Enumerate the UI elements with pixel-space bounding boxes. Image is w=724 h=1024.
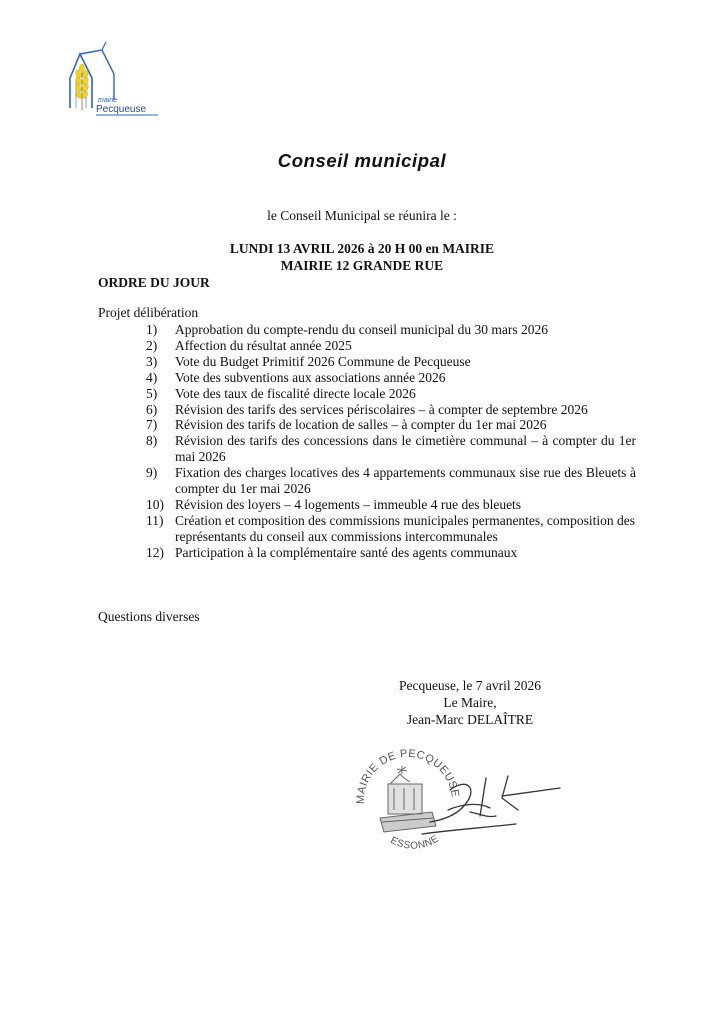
agenda-item-number: 1): [146, 322, 158, 337]
agenda-item-number: 11): [146, 512, 164, 528]
agenda-item-text: Création et composition des commissions municipales permanentes, composition des représentants du conseil aux commissions intercommunales: [175, 512, 636, 544]
logo-label-mairie: mairie: [98, 97, 118, 104]
agenda-item-text: Vote des subventions aux associations année 2026: [175, 369, 446, 385]
agenda-item: [146, 545, 636, 561]
svg-text:MAIRIE DE PECQUEUSE: MAIRIE DE PECQUEUSE: [354, 747, 462, 805]
signature-block: [370, 677, 570, 728]
agenda-item: [146, 322, 636, 338]
agenda-item-text: Approbation du compte-rendu du conseil municipal du 30 mars 2026: [175, 322, 549, 337]
agenda-item: [146, 497, 636, 513]
agenda-item-text: Révision des tarifs des services périscolaires – à compter de septembre 2026: [175, 401, 588, 417]
agenda-item-text: Vote des taux de fiscalité directe locale 2026: [175, 385, 416, 401]
agenda-item: [146, 338, 636, 354]
agenda-item: [146, 433, 636, 465]
meeting-details: [0, 240, 724, 274]
signature-name: Jean-Marc DELAÎTRE: [406, 712, 534, 727]
agenda-item: [146, 402, 636, 418]
mairie-logo: [62, 38, 162, 123]
agenda-item: [146, 354, 636, 370]
agenda-item-number: 5): [146, 385, 158, 401]
agenda-item-text: Fixation des charges locatives des 4 appartements communaux sise rue des Bleuets à compter du 1er mai 2026: [175, 465, 636, 497]
signature-role: Le Maire,: [443, 695, 497, 710]
agenda-item-number: 6): [146, 401, 158, 417]
official-stamp-and-signature: [350, 738, 580, 853]
agenda-item-number: 9): [146, 465, 158, 481]
agenda-item-number: 4): [146, 369, 158, 385]
agenda-item-text: Affection du résultat année 2025: [175, 337, 352, 353]
agenda-heading: ORDRE DU JOUR: [98, 275, 210, 290]
agenda-item-number: 2): [146, 337, 158, 353]
agenda-item: [146, 370, 636, 386]
logo-label-town: Pecqueuse: [96, 104, 147, 115]
agenda-item: [146, 386, 636, 402]
meeting-date: LUNDI 13 AVRIL 2026 à 20 H 00 en MAIRIE: [229, 241, 495, 256]
signature-place-date: Pecqueuse, le 7 avril 2026: [398, 678, 542, 693]
mairie-stamp-icon: [350, 738, 580, 853]
meeting-intro: le Conseil Municipal se réunira le :: [267, 208, 457, 223]
agenda-item: [146, 465, 636, 497]
document-title: Conseil municipal: [277, 150, 447, 171]
svg-text:ESSONNE: ESSONNE: [388, 833, 442, 852]
agenda-subheading: Projet délibération: [98, 305, 199, 320]
agenda-item: [146, 513, 636, 545]
agenda-item-text: Révision des tarifs de location de salles – à compter du 1er mai 2026: [175, 417, 547, 433]
agenda-item-number: 3): [146, 353, 158, 369]
agenda-item-number: 8): [146, 433, 158, 449]
agenda-item-number: 7): [146, 417, 158, 433]
meeting-place: MAIRIE 12 GRANDE RUE: [280, 258, 444, 273]
agenda-item-text: Participation à la complémentaire santé des agents communaux: [175, 544, 518, 560]
agenda-item-text: Vote du Budget Primitif 2026 Commune de Pecqueuse: [175, 353, 471, 369]
agenda-list: [146, 322, 636, 561]
agenda-item-text: Révision des loyers – 4 logements – immeuble 4 rue des bleuets: [175, 496, 522, 512]
agenda-item-number: 12): [146, 544, 164, 560]
other-questions: Questions diverses: [98, 609, 200, 624]
agenda-item-number: 10): [146, 496, 164, 512]
agenda-item-text: Révision des tarifs des concessions dans le cimetière communal – à compter du 1er mai 2026: [175, 433, 636, 465]
agenda-item: [146, 417, 636, 433]
